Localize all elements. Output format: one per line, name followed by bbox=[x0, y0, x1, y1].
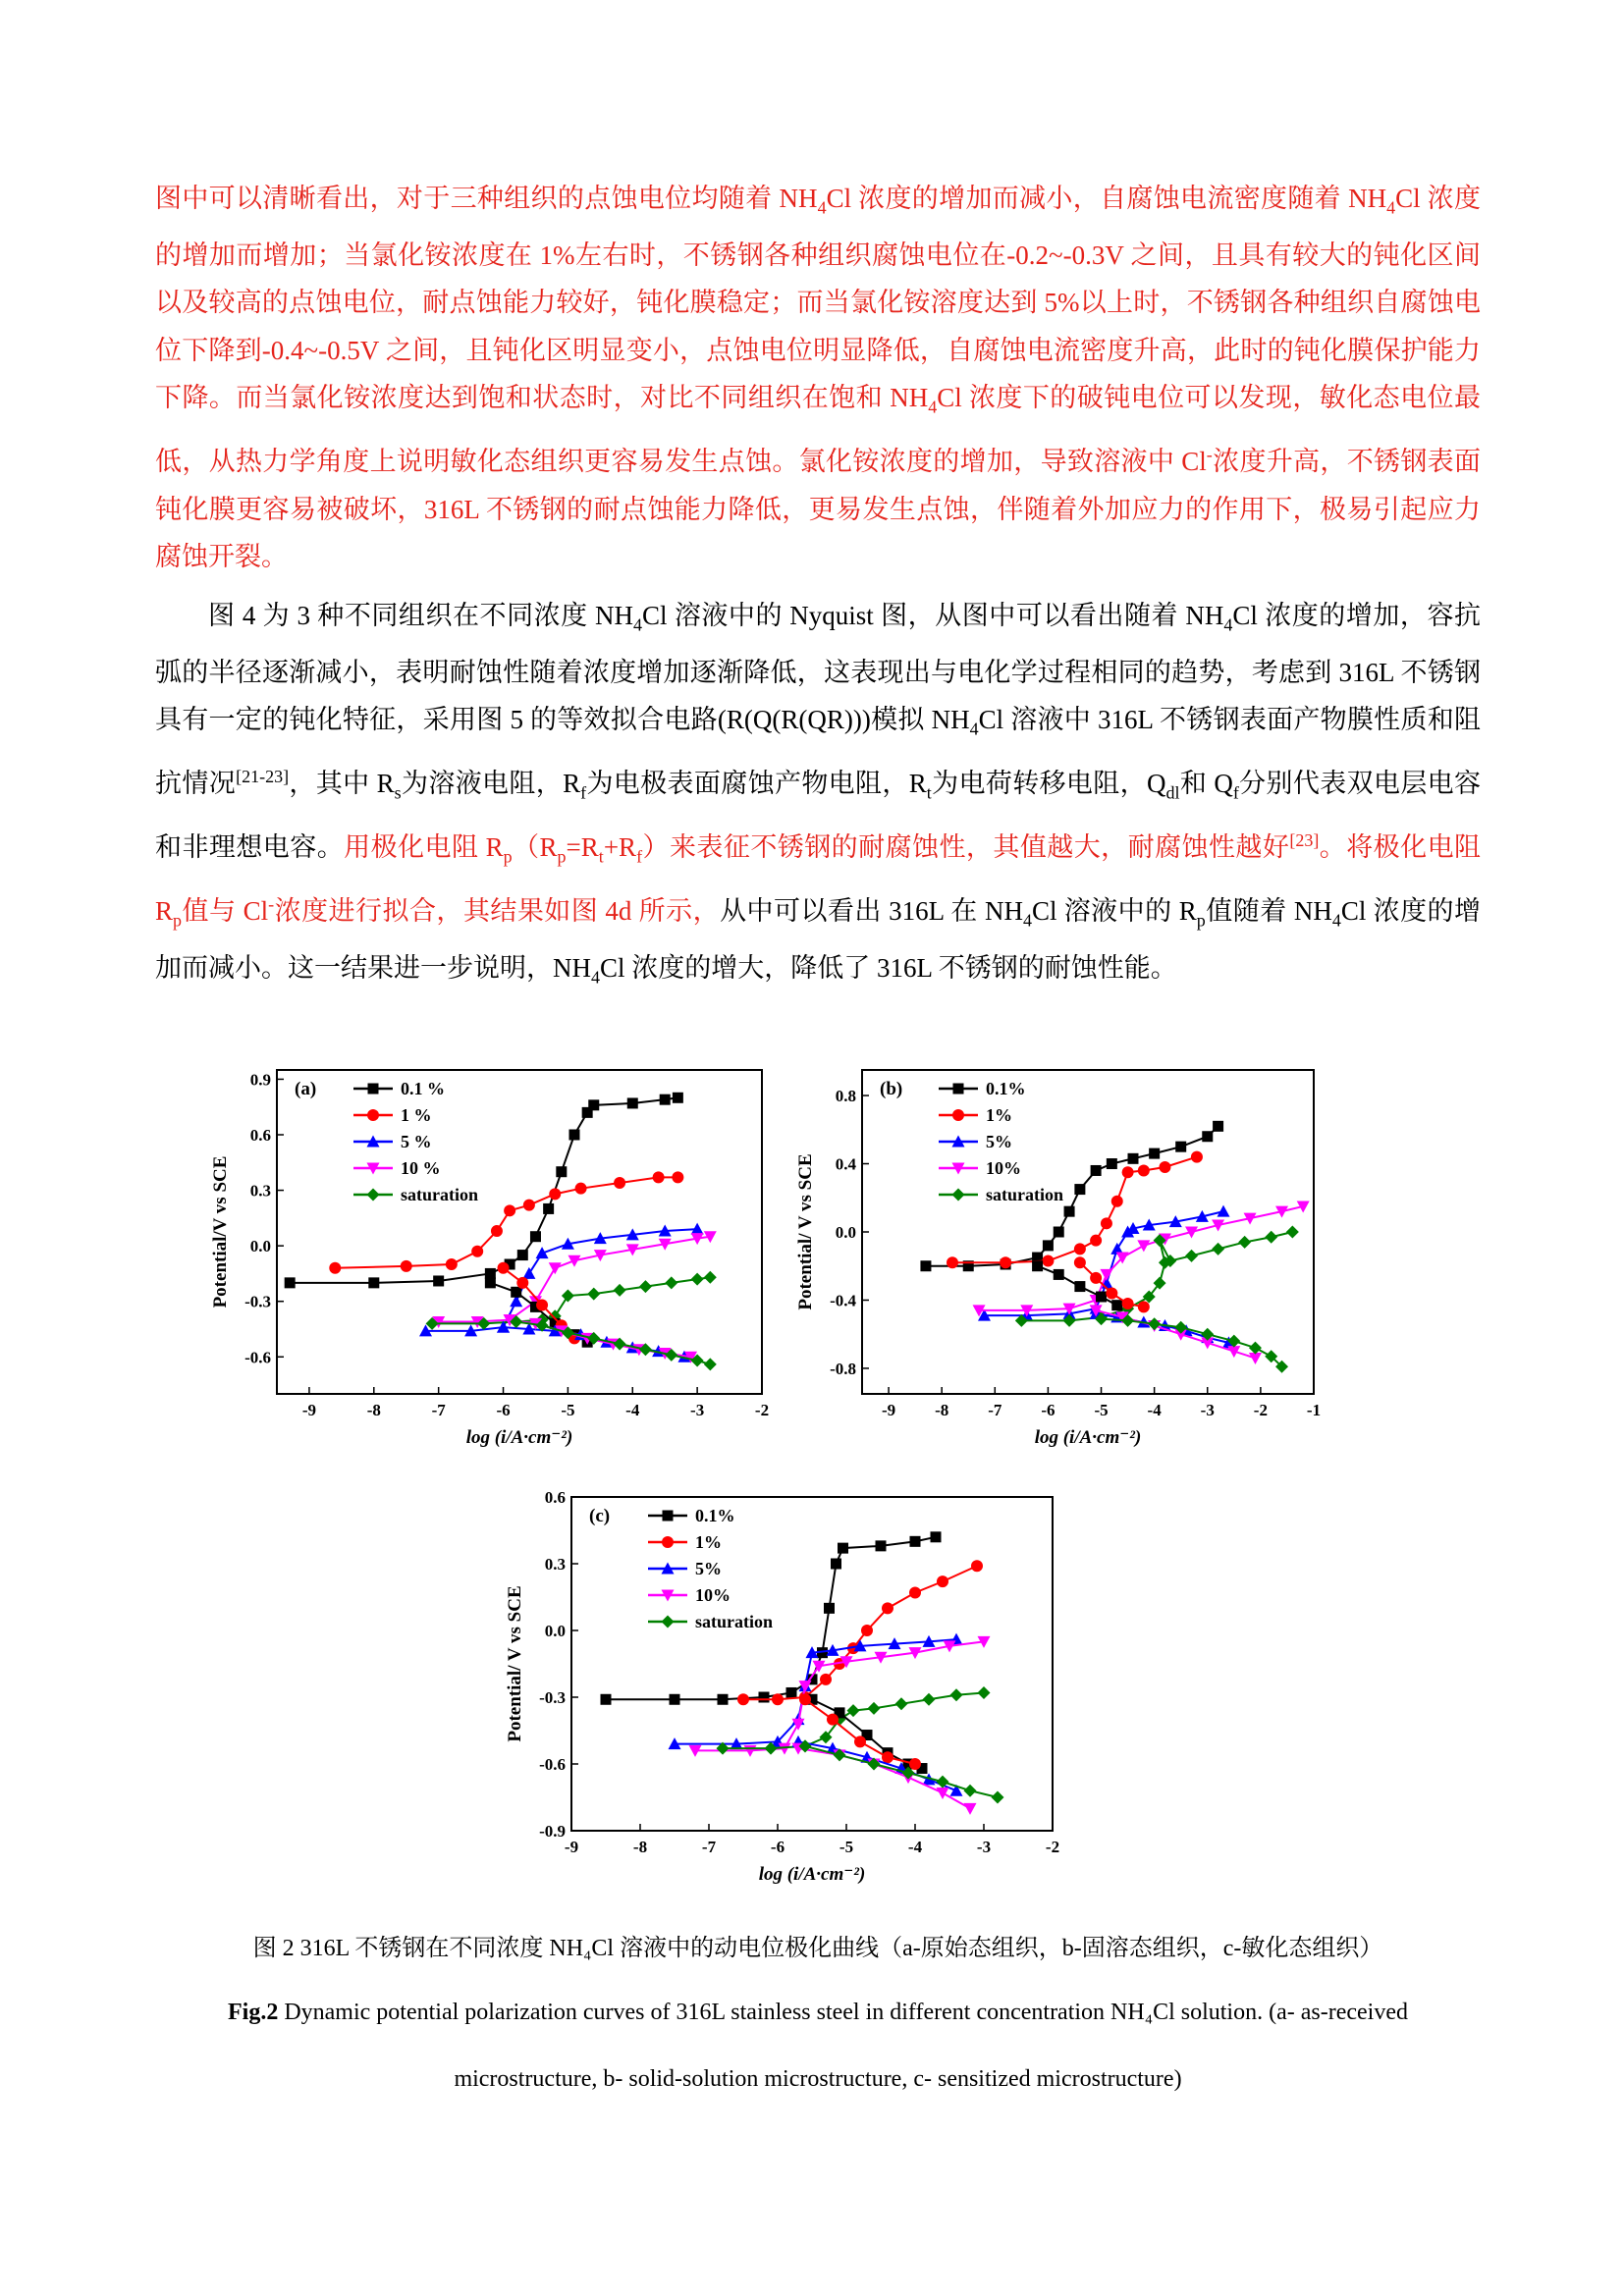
y-tick-label: -0.6 bbox=[244, 1348, 271, 1367]
y-tick-label: 0.6 bbox=[544, 1488, 566, 1507]
p2-segment: （R bbox=[512, 832, 558, 863]
p2-segment: dl bbox=[1165, 782, 1180, 803]
p2-segment: 4 bbox=[1022, 910, 1032, 931]
data-point bbox=[401, 1260, 412, 1272]
p2-segment: Cl 浓度的增大，降低了 316L 不锈钢的耐蚀性能。 bbox=[600, 952, 1177, 983]
data-point bbox=[1238, 1236, 1251, 1249]
data-point bbox=[1111, 1196, 1123, 1207]
x-tick-label: -2 bbox=[754, 1401, 770, 1419]
x-tick-label: -8 bbox=[632, 1838, 648, 1856]
p2-segment: ）来表征不锈钢的耐腐蚀性，其值越大，耐腐蚀性越好 bbox=[642, 832, 1290, 863]
p2-segment: - bbox=[268, 894, 275, 915]
data-point bbox=[530, 1231, 541, 1242]
data-point bbox=[895, 1697, 908, 1710]
p2-segment: 和 Q bbox=[1179, 769, 1233, 799]
x-tick-label: -4 bbox=[625, 1401, 640, 1419]
data-point bbox=[1106, 1288, 1117, 1300]
legend-label: 1% bbox=[986, 1105, 1012, 1125]
x-axis-label: log (i/A·cm⁻²) bbox=[465, 1427, 573, 1448]
legend-label: saturation bbox=[986, 1185, 1064, 1204]
data-point bbox=[665, 1276, 677, 1289]
data-point bbox=[485, 1277, 496, 1288]
legend-label: saturation bbox=[695, 1612, 774, 1631]
data-point bbox=[285, 1277, 296, 1288]
data-point bbox=[588, 1099, 599, 1110]
data-point bbox=[522, 1267, 535, 1279]
data-point bbox=[653, 1171, 665, 1183]
p2-segment: 4 bbox=[1223, 614, 1233, 635]
legend-label: 5% bbox=[986, 1132, 1012, 1151]
data-point bbox=[504, 1204, 515, 1216]
p1-segment: 4 bbox=[928, 397, 938, 417]
x-tick-label: -3 bbox=[1200, 1401, 1215, 1419]
data-point bbox=[1054, 1227, 1064, 1238]
legend-label: 1 % bbox=[401, 1105, 432, 1125]
series-group bbox=[601, 1531, 1004, 1815]
y-axis-label: Potential/V vs SCE bbox=[210, 1155, 231, 1308]
data-point bbox=[931, 1531, 942, 1542]
data-point bbox=[368, 1084, 379, 1095]
data-point bbox=[523, 1200, 535, 1211]
p1-segment: 4 bbox=[817, 197, 827, 218]
data-point bbox=[568, 1255, 580, 1267]
data-point bbox=[920, 1260, 931, 1271]
p2-segment: f bbox=[1232, 782, 1239, 803]
data-point bbox=[882, 1602, 893, 1614]
data-point bbox=[964, 1803, 977, 1815]
data-point bbox=[953, 1084, 964, 1095]
data-point bbox=[601, 1694, 612, 1705]
plot-frame bbox=[277, 1070, 762, 1394]
y-axis-label: Potential/ V vs SCE bbox=[795, 1153, 816, 1310]
figure-caption-cn: 图 2 316L 不锈钢在不同浓度 NH₄Cl 溶液中的动电位极化曲线（a-原始态组织，b-固溶态组织，c-敏化态组织） bbox=[252, 1936, 1383, 1961]
p2-segment: Cl 溶液中的 Nyquist 图，从图中可以看出随着 NH bbox=[642, 601, 1224, 630]
data-point bbox=[536, 1247, 549, 1258]
plot-frame bbox=[571, 1497, 1053, 1831]
data-point bbox=[329, 1262, 341, 1274]
legend-label: 10 % bbox=[401, 1158, 441, 1178]
x-tick-label: -1 bbox=[1306, 1401, 1322, 1419]
data-point bbox=[549, 1188, 561, 1200]
data-point bbox=[663, 1511, 674, 1522]
p2-segment: p bbox=[173, 910, 183, 931]
p2-segment: [21-23] bbox=[236, 767, 290, 787]
y-tick-label: -0.3 bbox=[539, 1688, 566, 1707]
p2-segment: p bbox=[503, 846, 513, 867]
panel-label: (a) bbox=[295, 1079, 317, 1099]
p1-segment: - bbox=[1206, 445, 1213, 465]
data-point bbox=[1122, 1166, 1134, 1178]
y-tick-label: 0.6 bbox=[249, 1126, 271, 1145]
data-point bbox=[568, 1130, 579, 1141]
p2-segment: 4 bbox=[969, 719, 979, 739]
p1-segment: Cl 浓度的增加而减小，自腐蚀电流密度随着 NH bbox=[826, 184, 1387, 213]
data-point bbox=[1138, 1164, 1150, 1176]
data-point bbox=[1032, 1260, 1043, 1271]
y-tick-label: 0.0 bbox=[835, 1223, 856, 1242]
data-point bbox=[1042, 1255, 1054, 1267]
data-point bbox=[937, 1575, 948, 1587]
data-point bbox=[471, 1246, 483, 1257]
chart-c bbox=[501, 1477, 1090, 1899]
data-point bbox=[799, 1693, 811, 1705]
data-point bbox=[614, 1177, 625, 1189]
legend-label: saturation bbox=[401, 1185, 479, 1204]
data-point bbox=[575, 1183, 587, 1195]
data-point bbox=[511, 1287, 521, 1298]
p2-segment: 值与 Cl bbox=[182, 896, 269, 927]
data-point bbox=[978, 1686, 991, 1699]
x-tick-label: -5 bbox=[1094, 1401, 1109, 1419]
x-tick-label: -9 bbox=[881, 1401, 896, 1419]
p2-segment: 为溶液电阻，R bbox=[401, 769, 581, 799]
data-point bbox=[627, 1097, 638, 1108]
legend-label: 0.1% bbox=[986, 1079, 1026, 1098]
x-axis-label: log (i/A·cm⁻²) bbox=[758, 1864, 866, 1885]
y-tick-label: 0.8 bbox=[835, 1087, 856, 1106]
paragraph-1 bbox=[155, 175, 1481, 581]
data-point bbox=[536, 1299, 548, 1310]
data-point bbox=[838, 1543, 848, 1554]
data-point bbox=[1213, 1121, 1223, 1132]
x-tick-label: -9 bbox=[301, 1401, 317, 1419]
p2-segment: f bbox=[636, 846, 643, 867]
x-tick-label: -7 bbox=[701, 1838, 717, 1856]
data-point bbox=[446, 1258, 458, 1270]
legend-label: 5 % bbox=[401, 1132, 432, 1151]
panel-label: (c) bbox=[589, 1506, 611, 1526]
p2-segment: f bbox=[580, 782, 587, 803]
data-point bbox=[992, 1791, 1004, 1804]
data-point bbox=[820, 1674, 832, 1685]
data-point bbox=[367, 1189, 380, 1201]
data-point bbox=[1074, 1281, 1085, 1292]
legend-label: 1% bbox=[695, 1532, 722, 1552]
data-point bbox=[1148, 1317, 1161, 1330]
data-point bbox=[662, 1536, 674, 1548]
x-tick-label: -9 bbox=[564, 1838, 579, 1856]
series-line bbox=[335, 1177, 677, 1267]
p1-segment: 浓度升高，不锈钢表面钝化膜更容易被破坏，316L 不锈钢的耐点蚀能力降低，更易发生点蚀，伴随着外加应力的作用下，极易引起应力腐蚀开裂。 bbox=[155, 447, 1482, 572]
x-tick-label: -6 bbox=[496, 1401, 511, 1419]
x-tick-label: -6 bbox=[1041, 1401, 1056, 1419]
x-tick-label: -4 bbox=[907, 1838, 923, 1856]
x-axis-label: log (i/A·cm⁻²) bbox=[1034, 1427, 1142, 1448]
p2-segment: Cl 溶液中的 R bbox=[1031, 896, 1197, 927]
data-point bbox=[1249, 1342, 1262, 1355]
p2-segment: ，其中 R bbox=[289, 769, 395, 799]
data-point bbox=[964, 1785, 977, 1797]
data-point bbox=[1265, 1231, 1277, 1244]
x-tick-label: -5 bbox=[561, 1401, 575, 1419]
series-group bbox=[285, 1093, 717, 1371]
p2-segment: Cl 溶液中 316L 不锈钢表面产物膜性质和阻抗情况 bbox=[155, 705, 1481, 799]
data-point bbox=[1074, 1184, 1085, 1195]
data-point bbox=[1064, 1206, 1075, 1217]
p1-segment: Cl 浓度下的破钝电位可以发现，敏化态电位最低，从热力学角度上说明敏化态组织更容易发生点蚀。氯化铵浓度的增加，导致溶液中 Cl bbox=[155, 383, 1481, 477]
data-point bbox=[1149, 1148, 1160, 1159]
data-point bbox=[923, 1693, 936, 1706]
data-point bbox=[1043, 1240, 1054, 1251]
data-point bbox=[1100, 1269, 1112, 1281]
paragraph-2 bbox=[155, 592, 1481, 1001]
data-point bbox=[549, 1262, 562, 1274]
data-point bbox=[947, 1256, 958, 1268]
data-point bbox=[673, 1093, 683, 1103]
x-tick-label: -3 bbox=[976, 1838, 992, 1856]
data-point bbox=[639, 1280, 652, 1293]
data-point bbox=[937, 1788, 949, 1799]
data-point bbox=[1212, 1243, 1224, 1255]
p1-segment: Cl 浓度的增加而增加；当氯化铵浓度在 1%左右时，不锈钢各种组织腐蚀电位在-0.2~-0.3V 之间，且具有较大的钝化区间以及较高的点蚀电位，耐点蚀能力较好，钝化膜稳定；而当氯化铵溶度达到 5%以上时，不锈钢各种组织自腐蚀电位下降到-0.4~-0.5V 之间，且钝化区明显变小，点蚀电位明显降低，自腐蚀电流密度升高，此时的钝化膜保护能力下降。而当氯化铵浓度达到饱和状态时，对比不同组织在饱和 NH bbox=[155, 184, 1481, 413]
p2-segment: p bbox=[557, 846, 567, 867]
panel-label: (b) bbox=[880, 1079, 903, 1099]
x-tick-label: -5 bbox=[839, 1838, 854, 1856]
data-point bbox=[952, 1189, 965, 1201]
y-tick-label: -0.8 bbox=[830, 1359, 856, 1378]
data-point bbox=[909, 1758, 921, 1770]
y-tick-label: -0.6 bbox=[539, 1755, 566, 1774]
x-tick-label: -4 bbox=[1147, 1401, 1162, 1419]
p2-segment: Cl 浓度的增加而减小。这一结果进一步说明，NH bbox=[155, 896, 1482, 983]
p2-segment: s bbox=[394, 782, 402, 803]
data-point bbox=[1191, 1151, 1203, 1163]
data-point bbox=[1249, 1353, 1262, 1364]
data-point bbox=[556, 1166, 567, 1177]
data-point bbox=[1074, 1256, 1086, 1268]
p2-segment: 4 bbox=[1331, 910, 1341, 931]
x-tick-label: -8 bbox=[366, 1401, 381, 1419]
data-point bbox=[772, 1693, 784, 1705]
data-point bbox=[704, 1358, 717, 1370]
p1-segment: 图中可以清晰看出，对于三种组织的点蚀电位均随着 NH bbox=[155, 184, 818, 213]
data-point bbox=[704, 1271, 717, 1284]
p1-segment: 4 bbox=[1386, 197, 1396, 218]
data-point bbox=[1175, 1142, 1186, 1152]
figure-caption-en-2: microstructure, b- solid-solution microstructure, c- sensitized microstructure) bbox=[454, 2066, 1182, 2092]
data-point bbox=[737, 1693, 749, 1705]
data-point bbox=[543, 1203, 554, 1214]
x-tick-label: -2 bbox=[1253, 1401, 1268, 1419]
y-tick-label: 0.3 bbox=[544, 1555, 566, 1574]
data-point bbox=[831, 1559, 841, 1570]
data-point bbox=[491, 1225, 503, 1237]
y-tick-label: 0.9 bbox=[249, 1070, 271, 1090]
data-point bbox=[614, 1284, 626, 1297]
data-point bbox=[882, 1751, 893, 1763]
p2-segment: 。将极化电阻 R bbox=[155, 832, 1482, 927]
legend-label: 10% bbox=[986, 1158, 1021, 1178]
figure-caption-en bbox=[155, 1979, 1481, 2112]
data-point bbox=[1138, 1301, 1150, 1312]
chart-b bbox=[791, 1050, 1380, 1463]
y-tick-label: -0.4 bbox=[830, 1291, 856, 1310]
y-tick-label: -0.9 bbox=[539, 1822, 566, 1841]
p2-segment: 为电极表面腐蚀产物电阻，R bbox=[586, 769, 927, 799]
legend-label: 5% bbox=[695, 1559, 722, 1578]
data-point bbox=[691, 1273, 704, 1286]
chart-a bbox=[206, 1050, 835, 1463]
data-point bbox=[433, 1275, 444, 1286]
data-point bbox=[952, 1109, 964, 1121]
data-point bbox=[827, 1714, 839, 1726]
y-tick-label: 0.0 bbox=[544, 1622, 566, 1640]
data-point bbox=[861, 1625, 873, 1636]
p2-segment: 图 4 为 3 种不同组织在不同浓度 NH bbox=[208, 601, 634, 630]
data-point bbox=[1185, 1250, 1198, 1262]
p2-segment: 分别代表双电层电容和非理想电容。 bbox=[155, 769, 1482, 863]
p2-segment: [23] bbox=[1289, 830, 1320, 851]
legend-label: 0.1 % bbox=[401, 1079, 445, 1098]
data-point bbox=[971, 1560, 983, 1572]
p2-segment: 值随着 NH bbox=[1205, 896, 1332, 927]
y-tick-label: 0.0 bbox=[249, 1237, 271, 1256]
data-point bbox=[1202, 1131, 1213, 1142]
data-point bbox=[868, 1702, 881, 1715]
x-tick-label: -6 bbox=[770, 1838, 785, 1856]
data-point bbox=[910, 1536, 921, 1547]
data-point bbox=[1101, 1217, 1112, 1229]
data-point bbox=[662, 1616, 675, 1629]
data-point bbox=[950, 1688, 963, 1701]
data-point bbox=[367, 1109, 379, 1121]
data-point bbox=[759, 1692, 770, 1703]
data-point bbox=[660, 1095, 671, 1105]
data-point bbox=[909, 1586, 921, 1598]
data-point bbox=[1111, 1300, 1122, 1310]
data-point bbox=[1286, 1226, 1299, 1239]
x-tick-label: -2 bbox=[1045, 1838, 1060, 1856]
data-point bbox=[516, 1277, 528, 1289]
data-point bbox=[1090, 1235, 1102, 1247]
data-point bbox=[517, 1250, 528, 1260]
series-line bbox=[926, 1126, 1218, 1265]
x-tick-label: -7 bbox=[988, 1401, 1002, 1419]
p2-segment: 为电荷转移电阻，Q bbox=[931, 769, 1166, 799]
data-point bbox=[786, 1687, 797, 1698]
p2-segment: +R bbox=[603, 832, 637, 863]
data-point bbox=[672, 1171, 683, 1183]
y-tick-label: 0.3 bbox=[249, 1181, 271, 1201]
data-point bbox=[670, 1694, 680, 1705]
data-point bbox=[368, 1277, 379, 1288]
x-tick-label: -8 bbox=[935, 1401, 949, 1419]
legend-label: 10% bbox=[695, 1585, 731, 1605]
data-point bbox=[498, 1262, 510, 1274]
data-point bbox=[1096, 1292, 1107, 1303]
p2-segment: 用极化电阻 R bbox=[344, 832, 504, 863]
p2-segment: 4 bbox=[633, 614, 643, 635]
data-point bbox=[847, 1704, 860, 1717]
p2-segment: =R bbox=[566, 832, 599, 863]
data-point bbox=[1218, 1205, 1230, 1217]
data-point bbox=[485, 1268, 496, 1279]
p2-segment: 4 bbox=[591, 967, 600, 988]
series-line bbox=[979, 1206, 1303, 1310]
series-group bbox=[920, 1121, 1309, 1373]
y-tick-label: 0.4 bbox=[835, 1154, 856, 1174]
data-point bbox=[1090, 1272, 1102, 1284]
figure-label: Fig.2 bbox=[227, 2000, 279, 2025]
series-line bbox=[290, 1097, 677, 1283]
p2-segment: 从中可以看出 316L 在 NH bbox=[720, 896, 1023, 927]
data-point bbox=[1000, 1256, 1011, 1268]
data-point bbox=[824, 1603, 835, 1614]
data-point bbox=[1137, 1240, 1150, 1252]
data-point bbox=[1128, 1153, 1139, 1164]
data-point bbox=[1159, 1161, 1170, 1173]
y-axis-label: Potential/ V vs SCE bbox=[505, 1585, 525, 1742]
data-point bbox=[1091, 1165, 1102, 1176]
legend-label: 0.1% bbox=[695, 1506, 735, 1525]
p2-segment: p bbox=[1196, 910, 1206, 931]
x-tick-label: -3 bbox=[690, 1401, 705, 1419]
data-point bbox=[854, 1735, 866, 1747]
data-point bbox=[1074, 1243, 1086, 1255]
data-point bbox=[587, 1288, 600, 1301]
data-point bbox=[718, 1694, 729, 1705]
x-tick-label: -7 bbox=[431, 1401, 446, 1419]
p2-segment: 浓度进行拟合，其结果如图 4d 所示， bbox=[274, 896, 721, 927]
p2-segment: t bbox=[926, 782, 932, 803]
y-tick-label: -0.3 bbox=[244, 1292, 271, 1311]
data-point bbox=[1107, 1158, 1117, 1169]
figure-caption-en-1: Dynamic potential polarization curves of 316L stainless steel in different concentration NH₄Cl solution. (a- as-received bbox=[278, 2000, 1408, 2025]
p2-segment: t bbox=[598, 846, 604, 867]
p2-segment: Cl 浓度的增加，容抗弧的半径逐渐减小，表明耐蚀性随着浓度增加逐渐降低，这表现出与电化学过程相同的趋势，考虑到 316L 不锈钢具有一定的钝化特征，采用图 5 的等效拟合电路(R(Q(R(QR)))模拟 NH bbox=[155, 601, 1482, 735]
data-point bbox=[876, 1540, 887, 1551]
data-point bbox=[1054, 1269, 1064, 1280]
data-point bbox=[1122, 1298, 1134, 1309]
data-point bbox=[562, 1290, 574, 1303]
